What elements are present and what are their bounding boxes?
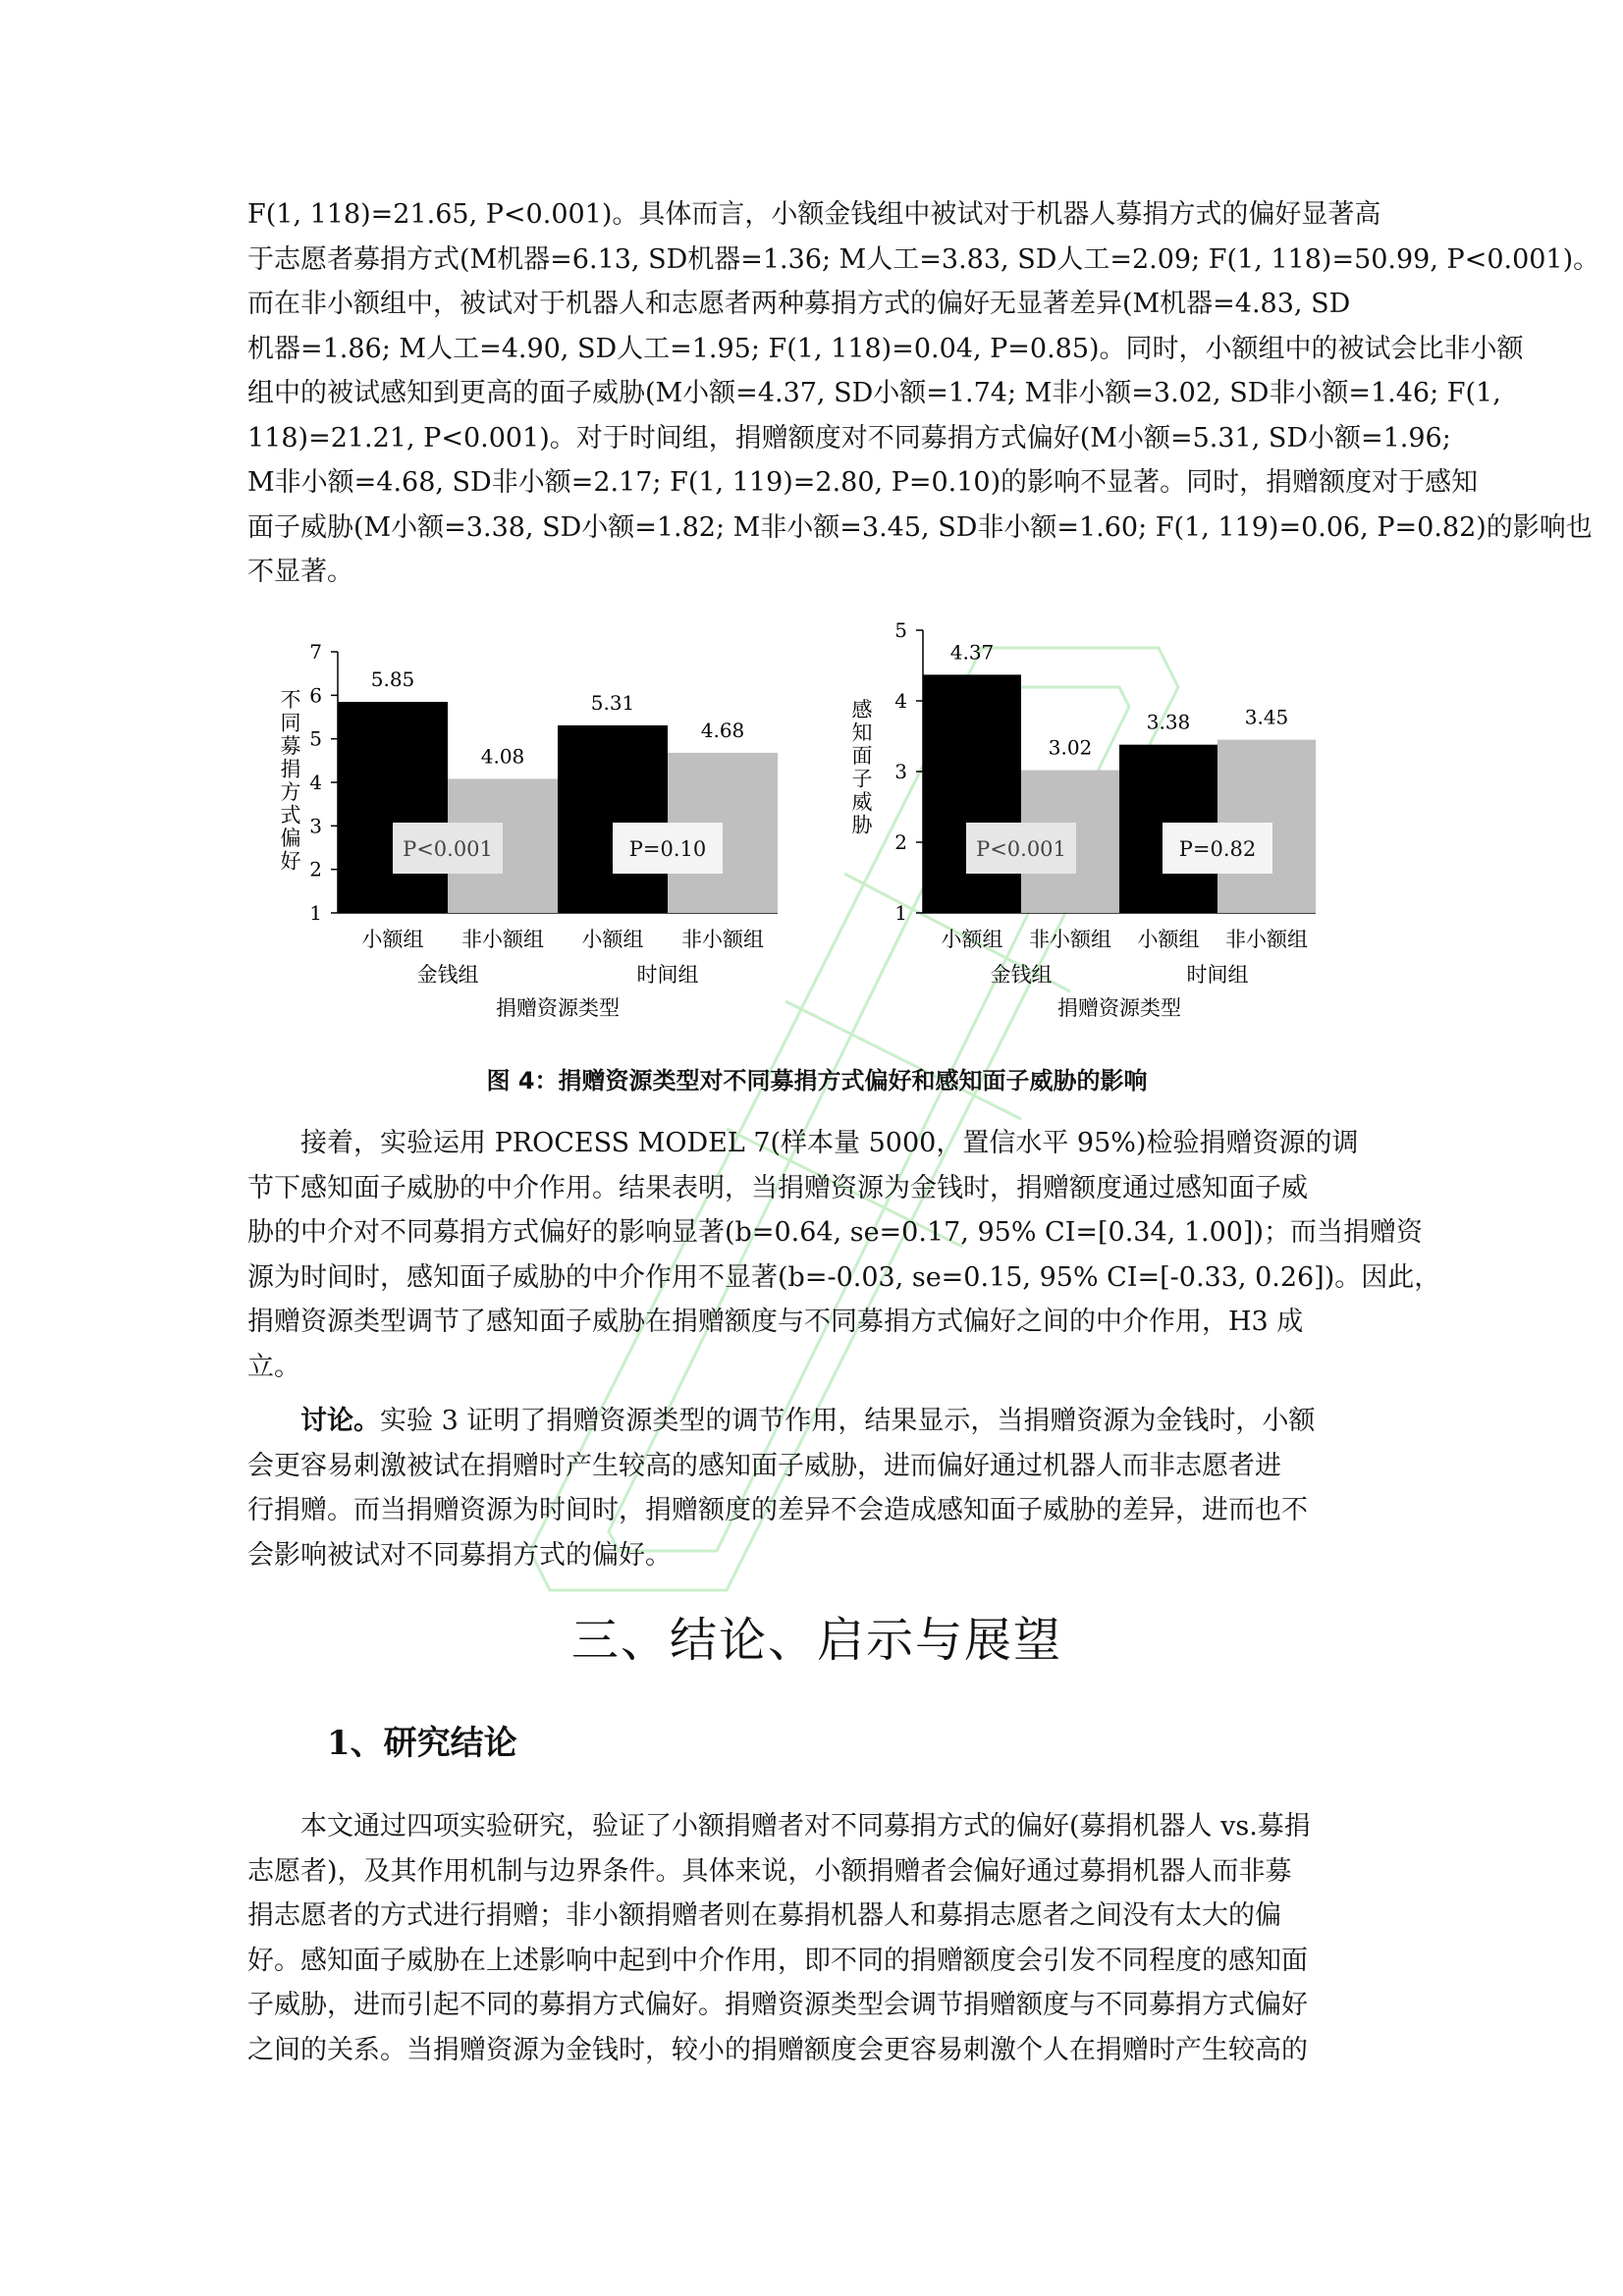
y-tick-label: 7 bbox=[309, 640, 322, 664]
text-line: F(1, 118)=21.65, P<0.001)。具体而言，小额金钱组中被试对于机器人募捐方式的偏好显著高 bbox=[247, 199, 1381, 230]
x-tick-label: 非小额组 bbox=[1029, 928, 1111, 951]
x-tick-label: 小额组 bbox=[581, 928, 644, 951]
y-axis-title-char: 偏 bbox=[280, 827, 301, 850]
paragraph-results bbox=[247, 192, 1600, 595]
bar bbox=[923, 674, 1021, 913]
chart-preference bbox=[255, 628, 805, 1031]
data-label: 4.68 bbox=[700, 718, 745, 742]
x-tick-label: 小额组 bbox=[361, 928, 424, 951]
y-tick-label: 2 bbox=[309, 857, 322, 881]
y-tick-label: 1 bbox=[894, 901, 907, 925]
text-line bbox=[247, 1399, 1386, 1444]
paragraph-mediation bbox=[247, 1121, 1441, 1389]
text-line: 捐赠资源类型调节了感知面子威胁在捐赠额度与不同募捐方式偏好之间的中介作用，H3 成 bbox=[247, 1307, 1304, 1337]
x-tick-label: 非小额组 bbox=[1225, 928, 1308, 951]
text-line: 而在非小额组中，被试对于机器人和志愿者两种募捐方式的偏好无显著差异(M机器=4.83, SD bbox=[247, 289, 1351, 319]
y-axis-title-char: 不 bbox=[280, 688, 301, 712]
text-line: 面子威胁(M小额=3.38, SD小额=1.82; M非小额=3.45, SD非小额=1.60; F(1, 119)=0.06, P=0.82)的影响也 bbox=[247, 511, 1593, 543]
y-axis-title-char: 胁 bbox=[851, 813, 873, 837]
chart-face-threat bbox=[844, 609, 1355, 1031]
y-axis-title-char: 面 bbox=[851, 744, 873, 768]
y-axis-title-char: 募 bbox=[280, 734, 301, 758]
p-value-label: P<0.001 bbox=[976, 837, 1066, 861]
text-line: 好。感知面子威胁在上述影响中起到中介作用，即不同的捐赠额度会引发不同程度的感知面 bbox=[247, 1945, 1308, 1976]
text-line: 组中的被试感知到更高的面子威胁(M小额=4.37, SD小额=1.74; M非小额=3.02, SD非小额=1.46; F(1, bbox=[247, 378, 1501, 408]
figure-caption: 图 4：捐赠资源类型对不同募捐方式偏好和感知面子威胁的影响 bbox=[486, 1067, 1148, 1095]
p-value-label: P<0.001 bbox=[403, 837, 493, 861]
y-axis-title-char: 同 bbox=[280, 711, 301, 735]
x-axis-title: 捐赠资源类型 bbox=[496, 996, 620, 1020]
text-line: 立。 bbox=[247, 1351, 300, 1382]
text-line: 接着，实验运用 PROCESS MODEL 7(样本量 5000，置信水平 95%)检验捐赠资源的调 bbox=[300, 1128, 1359, 1158]
text-line: 不显著。 bbox=[247, 557, 353, 587]
text-line: 捐志愿者的方式进行捐赠；非小额捐赠者则在募捐机器人和募捐志愿者之间没有太大的偏 bbox=[247, 1900, 1281, 1931]
y-axis-title-char: 知 bbox=[851, 721, 873, 745]
data-label: 4.37 bbox=[949, 640, 995, 665]
paragraph-conclusion bbox=[247, 1804, 1386, 2072]
y-tick-label: 1 bbox=[309, 901, 322, 925]
text-line: 行捐赠。而当捐赠资源为时间时，捐赠额度的差异不会造成感知面子威胁的差异，进而也不 bbox=[247, 1495, 1308, 1525]
text-line: 节下感知面子威胁的中介作用。结果表明，当捐赠资源为金钱时，捐赠额度通过感知面子威 bbox=[247, 1172, 1308, 1203]
group-label: 时间组 bbox=[1186, 963, 1249, 987]
text-line: 本文通过四项实验研究，验证了小额捐赠者对不同募捐方式的偏好(募捐机器人 vs.募捐 bbox=[300, 1811, 1311, 1842]
bar bbox=[338, 702, 448, 913]
y-axis-title-char: 子 bbox=[851, 767, 873, 791]
text-line: 志愿者)，及其作用机制与边界条件。具体来说，小额捐赠者会偏好通过募捐机器人而非募 bbox=[247, 1855, 1292, 1887]
data-label: 3.45 bbox=[1244, 705, 1289, 729]
data-label: 4.08 bbox=[480, 744, 525, 769]
text-line: 源为时间时，感知面子威胁的中介作用不显著(b=-0.03, se=0.15, 95% CI=[-0.33, 0.26])。因此， bbox=[247, 1261, 1441, 1293]
text-line: 会更容易刺激被试在捐赠时产生较高的感知面子威胁，进而偏好通过机器人而非志愿者进 bbox=[247, 1450, 1281, 1481]
text-line: M非小额=4.68, SD非小额=2.17; F(1, 119)=2.80, P=0.10)的影响不显著。同时，捐赠额度对于感知 bbox=[247, 467, 1479, 498]
subsection-title: 1、研究结论 bbox=[327, 1724, 517, 1763]
y-tick-label: 4 bbox=[894, 689, 907, 713]
text-line: 会影响被试对不同募捐方式的偏好。 bbox=[247, 1539, 672, 1571]
text-line: 胁的中介对不同募捐方式偏好的影响显著(b=0.64, se=0.17, 95% CI=[0.34, 1.00])；而当捐赠资 bbox=[247, 1217, 1424, 1248]
y-axis-title-char: 式 bbox=[280, 803, 301, 828]
x-tick-label: 非小额组 bbox=[461, 928, 544, 951]
y-tick-label: 3 bbox=[309, 814, 322, 838]
text-line: 子威胁，进而引起不同的募捐方式偏好。捐赠资源类型会调节捐赠额度与不同募捐方式偏好 bbox=[247, 1990, 1308, 2020]
y-tick-label: 4 bbox=[309, 771, 322, 794]
y-axis-title-char: 捐 bbox=[280, 757, 301, 781]
x-tick-label: 非小额组 bbox=[681, 928, 764, 951]
text-line: 于志愿者募捐方式(M机器=6.13, SD机器=1.36; M人工=3.83, SD人工=2.09; F(1, 118)=50.99, P<0.001)。 bbox=[247, 243, 1600, 275]
y-axis-title-char: 方 bbox=[280, 780, 301, 804]
text-line: 机器=1.86; M人工=4.90, SD人工=1.95; F(1, 118)=0.04, P=0.85)。同时，小额组中的被试会比非小额 bbox=[247, 333, 1524, 364]
data-label: 3.38 bbox=[1146, 710, 1191, 734]
y-axis-title-char: 感 bbox=[851, 698, 873, 721]
section-title: 三、结论、启示与展望 bbox=[570, 1613, 1062, 1668]
y-tick-label: 6 bbox=[309, 683, 322, 708]
text-line: 118)=21.21, P<0.001)。对于时间组，捐赠额度对不同募捐方式偏好(M小额=5.31, SD小额=1.96; bbox=[247, 422, 1451, 454]
group-label: 金钱组 bbox=[990, 963, 1053, 987]
data-label: 3.02 bbox=[1048, 735, 1093, 760]
x-tick-label: 小额组 bbox=[941, 928, 1003, 951]
y-tick-label: 3 bbox=[894, 760, 907, 783]
x-axis-title: 捐赠资源类型 bbox=[1057, 996, 1181, 1020]
x-tick-label: 小额组 bbox=[1137, 928, 1200, 951]
group-label: 时间组 bbox=[636, 963, 699, 987]
y-tick-label: 5 bbox=[894, 618, 907, 642]
data-label: 5.85 bbox=[370, 667, 415, 691]
p-value-label: P=0.82 bbox=[1178, 837, 1257, 861]
bar bbox=[558, 725, 668, 913]
text-line: 之间的关系。当捐赠资源为金钱时，较小的捐赠额度会更容易刺激个人在捐赠时产生较高的 bbox=[247, 2034, 1308, 2065]
discussion-label: 讨论。 bbox=[300, 1406, 380, 1436]
y-tick-label: 2 bbox=[894, 830, 907, 854]
p-value-label: P=0.10 bbox=[628, 837, 707, 861]
text-span: 实验 3 证明了捐赠资源类型的调节作用，结果显示，当捐赠资源为金钱时，小额 bbox=[380, 1406, 1316, 1436]
group-label: 金钱组 bbox=[416, 963, 479, 987]
paragraph-discussion bbox=[247, 1399, 1386, 1577]
data-label: 5.31 bbox=[590, 690, 635, 715]
y-tick-label: 5 bbox=[309, 726, 322, 751]
y-axis-title-char: 威 bbox=[851, 790, 873, 814]
y-axis-title-char: 好 bbox=[280, 849, 301, 874]
